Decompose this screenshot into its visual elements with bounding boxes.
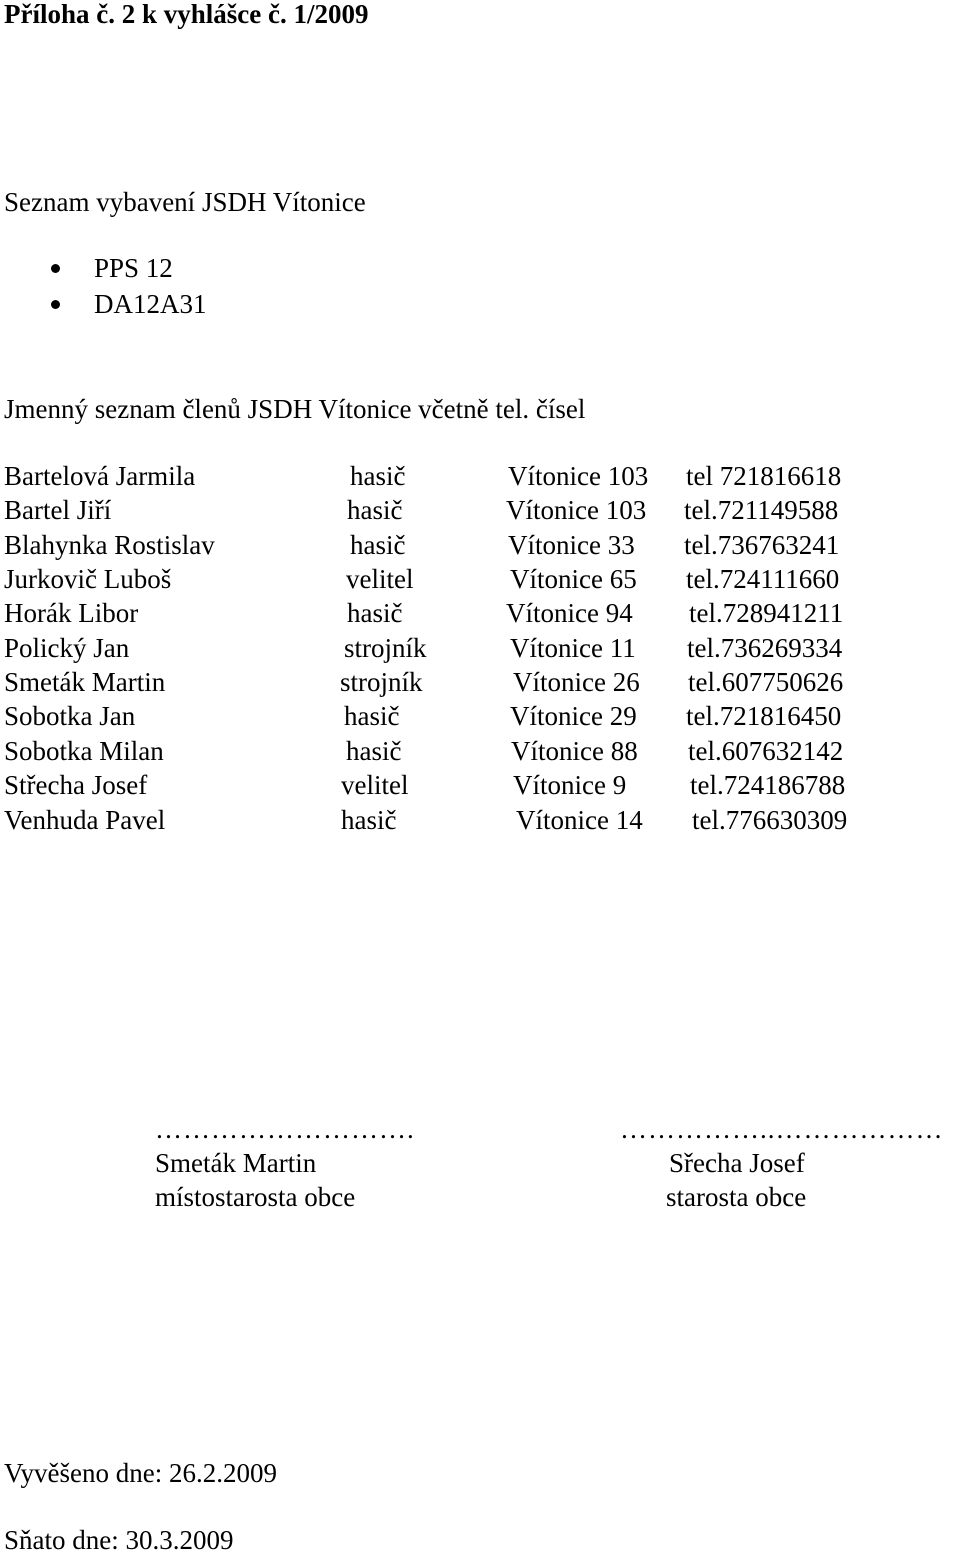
signatory-name: Smeták Martin	[155, 1148, 317, 1178]
table-row	[0, 459, 960, 493]
member-phone: tel.721149588	[684, 495, 839, 525]
member-address: Vítonice 65	[510, 564, 637, 594]
table-row	[0, 562, 960, 596]
table-row	[0, 665, 960, 699]
member-role: hasič	[347, 598, 403, 628]
member-phone: tel.776630309	[692, 805, 848, 835]
equipment-item-label: PPS 12	[94, 253, 173, 283]
member-phone: tel 721816618	[686, 461, 842, 491]
signatory-title: místostarosta obce	[155, 1182, 356, 1212]
member-role: strojník	[340, 667, 423, 697]
member-name: Střecha Josef	[4, 770, 148, 800]
member-address: Vítonice 88	[511, 736, 638, 766]
posted-date: Vyvěšeno dne: 26.2.2009	[4, 1458, 277, 1488]
member-address: Vítonice 94	[506, 598, 633, 628]
member-phone: tel.724186788	[690, 770, 846, 800]
table-row	[0, 768, 960, 802]
member-role: velitel	[346, 564, 414, 594]
equipment-heading: Seznam vybavení JSDH Vítonice	[4, 187, 366, 217]
member-name: Horák Libor	[4, 598, 139, 628]
member-address: Vítonice 33	[508, 530, 635, 560]
table-row	[0, 734, 960, 768]
member-role: strojník	[344, 633, 427, 663]
signature-line: ……………………….	[155, 1114, 415, 1144]
member-address: Vítonice 29	[510, 701, 637, 731]
bullet-icon	[51, 300, 60, 309]
member-phone: tel.736269334	[687, 633, 843, 663]
signature-mayor	[620, 1112, 944, 1214]
member-address: Vítonice 9	[513, 770, 627, 800]
table-row	[0, 493, 960, 527]
members-heading: Jmenný seznam členů JSDH Vítonice včetně tel. čísel	[4, 394, 586, 424]
member-address: Vítonice 103	[508, 461, 649, 491]
member-address: Vítonice 11	[510, 633, 636, 663]
member-role: velitel	[341, 770, 409, 800]
member-name: Polický Jan	[4, 633, 130, 663]
document-title: Příloha č. 2 k vyhlášce č. 1/2009	[4, 0, 369, 29]
member-name: Venhuda Pavel	[4, 805, 166, 835]
member-role: hasič	[341, 805, 397, 835]
signature-deputy-mayor	[155, 1112, 415, 1214]
table-row	[0, 803, 960, 837]
table-row	[0, 596, 960, 630]
member-address: Vítonice 103	[506, 495, 647, 525]
member-phone: tel.607632142	[688, 736, 844, 766]
member-phone: tel.728941211	[689, 598, 844, 628]
member-role: hasič	[350, 461, 406, 491]
member-address: Vítonice 14	[516, 805, 643, 835]
table-row	[0, 631, 960, 665]
member-role: hasič	[346, 736, 402, 766]
member-role: hasič	[350, 530, 406, 560]
member-phone: tel.736763241	[684, 530, 840, 560]
member-name: Bartel Jiří	[4, 495, 112, 525]
member-name: Blahynka Rostislav	[4, 530, 215, 560]
signature-line: ……………..………………	[620, 1114, 944, 1144]
member-name: Sobotka Milan	[4, 736, 164, 766]
member-name: Jurkovič Luboš	[4, 564, 172, 594]
bullet-icon	[51, 264, 60, 273]
table-row	[0, 699, 960, 733]
table-row	[0, 528, 960, 562]
member-phone: tel.721816450	[686, 701, 842, 731]
member-name: Bartelová Jarmila	[4, 461, 196, 491]
member-address: Vítonice 26	[513, 667, 640, 697]
member-role: hasič	[347, 495, 403, 525]
signatory-title: starosta obce	[666, 1182, 807, 1212]
member-name: Sobotka Jan	[4, 701, 136, 731]
removed-date: Sňato dne: 30.3.2009	[4, 1525, 234, 1555]
member-name: Smeták Martin	[4, 667, 166, 697]
member-role: hasič	[344, 701, 400, 731]
equipment-item-label: DA12A31	[94, 289, 207, 319]
signatory-name: Sřecha Josef	[669, 1148, 805, 1178]
member-phone: tel.724111660	[686, 564, 840, 594]
member-phone: tel.607750626	[688, 667, 844, 697]
